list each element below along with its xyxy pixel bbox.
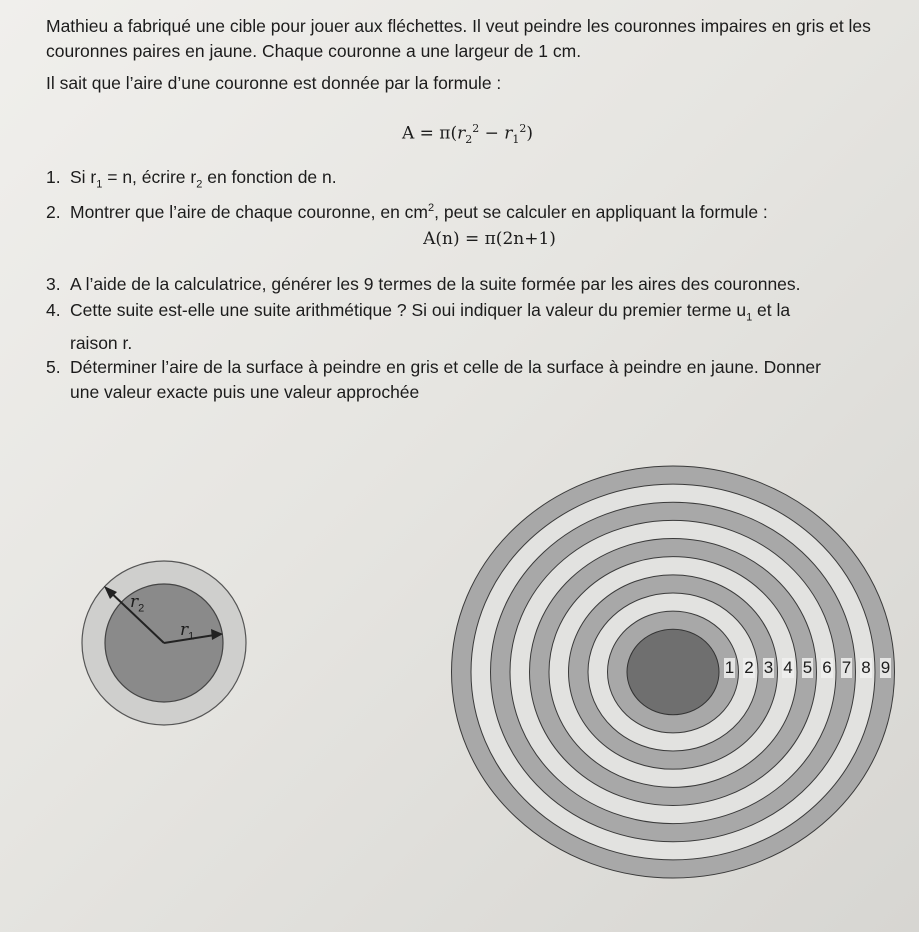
area-formula: $A = \pi(r_2^2 - r_1^2)$ xyxy=(401,122,534,147)
r2-label: $r_2$ xyxy=(130,592,145,615)
ring-label-2: 2 xyxy=(744,658,754,677)
question-2: 2. Montrer que l’aire de chaque couronne, en $cm^2$, peut se calculer en appliquant la formule : xyxy=(46,201,768,222)
ring-label-4: 4 xyxy=(783,658,793,677)
small-annulus-figure xyxy=(82,561,246,725)
question-1: 1. Si $r_1 = n$, écrire $r_2$ en fonction de n. xyxy=(46,167,337,191)
an-formula: A(n) = π(2n+1) xyxy=(423,229,556,249)
r1-label: $r_1$ xyxy=(180,620,195,643)
formula-intro: Il sait que l’aire d’une couronne est donnée par la formule : xyxy=(46,73,502,93)
ring-label-8: 8 xyxy=(861,658,871,677)
question-4: 4. Cette suite est-elle une suite arithmétique ? Si oui indiquer la valeur du premier terme $u_1$ et la raison r. xyxy=(46,300,791,353)
intro-paragraph: Mathieu a fabriqué une cible pour jouer aux fléchettes. Il veut peindre les couronnes impaires en gris et les couronnes paires en jaune. Chaque couronne a une largeur de 1 cm. xyxy=(46,16,871,61)
ring-label-6: 6 xyxy=(822,658,832,677)
question-3: 3. A l’aide de la calculatrice, générer les 9 termes de la suite formée par les aires des couronnes. xyxy=(46,274,801,294)
target-center xyxy=(627,629,719,715)
ring-label-5: 5 xyxy=(802,658,813,677)
question-5: 5. Déterminer l’aire de la surface à peindre en gris et celle de la surface à peindre en jaune. Donner une valeur exacte puis une valeur approchée xyxy=(46,357,821,402)
ring-label-3: 3 xyxy=(763,658,774,677)
ring-label-1: 1 xyxy=(724,658,735,677)
ring-label-9: 9 xyxy=(880,658,891,677)
ring-label-7: 7 xyxy=(841,658,852,677)
